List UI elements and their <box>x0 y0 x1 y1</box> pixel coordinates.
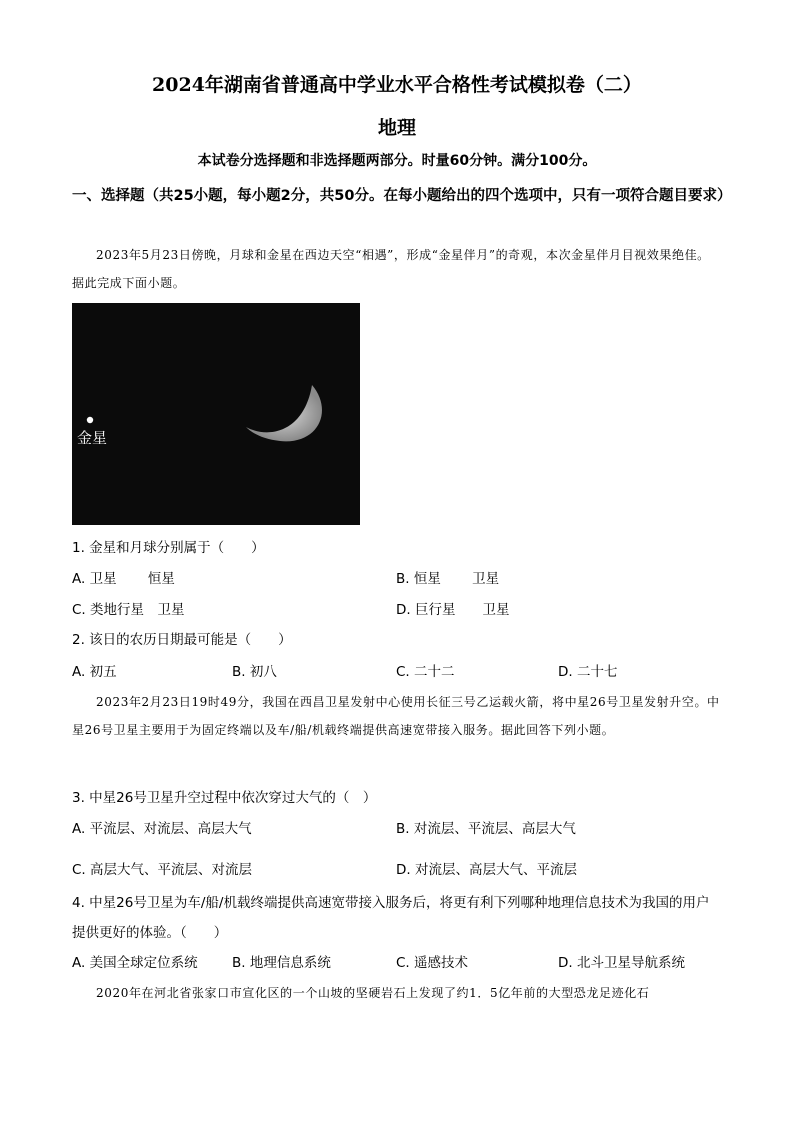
venus-dot-icon <box>87 417 93 423</box>
q4-option-a[interactable]: A. 美国全球定位系统 <box>72 955 198 971</box>
q1-option-d[interactable]: D. 巨行星 卫星 <box>396 602 510 618</box>
moon-crescent-icon <box>246 385 322 441</box>
passage-3: 2020年在河北省张家口市宣化区的一个山坡的坚硬岩石上发现了约1．5亿年前的大型恐龙足迹化石 <box>96 986 650 1000</box>
subject-title: 地理 <box>377 117 416 139</box>
page-title: 2024年湖南省普通高中学业水平合格性考试模拟卷（二） <box>152 74 642 96</box>
venus-label: 金星 <box>77 429 108 447</box>
q3-option-b[interactable]: B. 对流层、平流层、高层大气 <box>396 821 576 837</box>
q1-option-a[interactable]: A. 卫星 恒星 <box>72 571 175 587</box>
venus-moon-photo <box>72 303 360 525</box>
question-4-stem: 4. 中星26号卫星为车/船/机载终端提供高速宽带接入服务后，将更有利下列哪种地理信息技术为我国的用户提供更好的体验。（ ） <box>72 895 710 941</box>
q2-option-d[interactable]: D. 二十七 <box>558 664 618 680</box>
moon-crescent-figure <box>72 303 360 525</box>
exam-note: 本试卷分选择题和非选择题两部分。时量60分钟。满分100分。 <box>197 153 597 169</box>
q4-option-c[interactable]: C. 遥感技术 <box>396 955 469 971</box>
q3-option-a[interactable]: A. 平流层、对流层、高层大气 <box>72 821 252 837</box>
q4-option-d[interactable]: D. 北斗卫星导航系统 <box>558 955 685 971</box>
question-1-stem: 1. 金星和月球分别属于（ ） <box>72 540 265 556</box>
question-2-stem: 2. 该日的农历日期最可能是（ ） <box>72 632 292 648</box>
q4-option-b[interactable]: B. 地理信息系统 <box>232 955 331 971</box>
q1-option-c[interactable]: C. 类地行星 卫星 <box>72 602 185 618</box>
q2-option-b[interactable]: B. 初八 <box>232 664 277 680</box>
q2-option-c[interactable]: C. 二十二 <box>396 664 455 680</box>
q1-option-b[interactable]: B. 恒星 卫星 <box>396 571 500 587</box>
q2-option-a[interactable]: A. 初五 <box>72 664 117 680</box>
q3-option-d[interactable]: D. 对流层、高层大气、平流层 <box>396 862 577 878</box>
passage-2: 2023年2月23日19时49分，我国在西昌卫星发射中心使用长征三号乙运载火箭，将中星26号卫星发射升空。中星26号卫星主要用于为固定终端以及车/船/机载终端提供高速宽带接入服务。据此回答下列小题。 <box>72 695 720 737</box>
question-3-stem: 3. 中星26号卫星升空过程中依次穿过大气的（ ） <box>72 790 377 806</box>
passage-1: 2023年5月23日傍晚，月球和金星在西边天空“相遇”，形成“金星伴月”的奇观，本次金星伴月目视效果绝佳。据此完成下面小题。 <box>72 248 710 290</box>
q3-option-c[interactable]: C. 高层大气、平流层、对流层 <box>72 862 253 878</box>
section-heading: 一、选择题（共25小题，每小题2分，共50分。在每小题给出的四个选项中，只有一项符合题目要求） <box>72 188 732 204</box>
